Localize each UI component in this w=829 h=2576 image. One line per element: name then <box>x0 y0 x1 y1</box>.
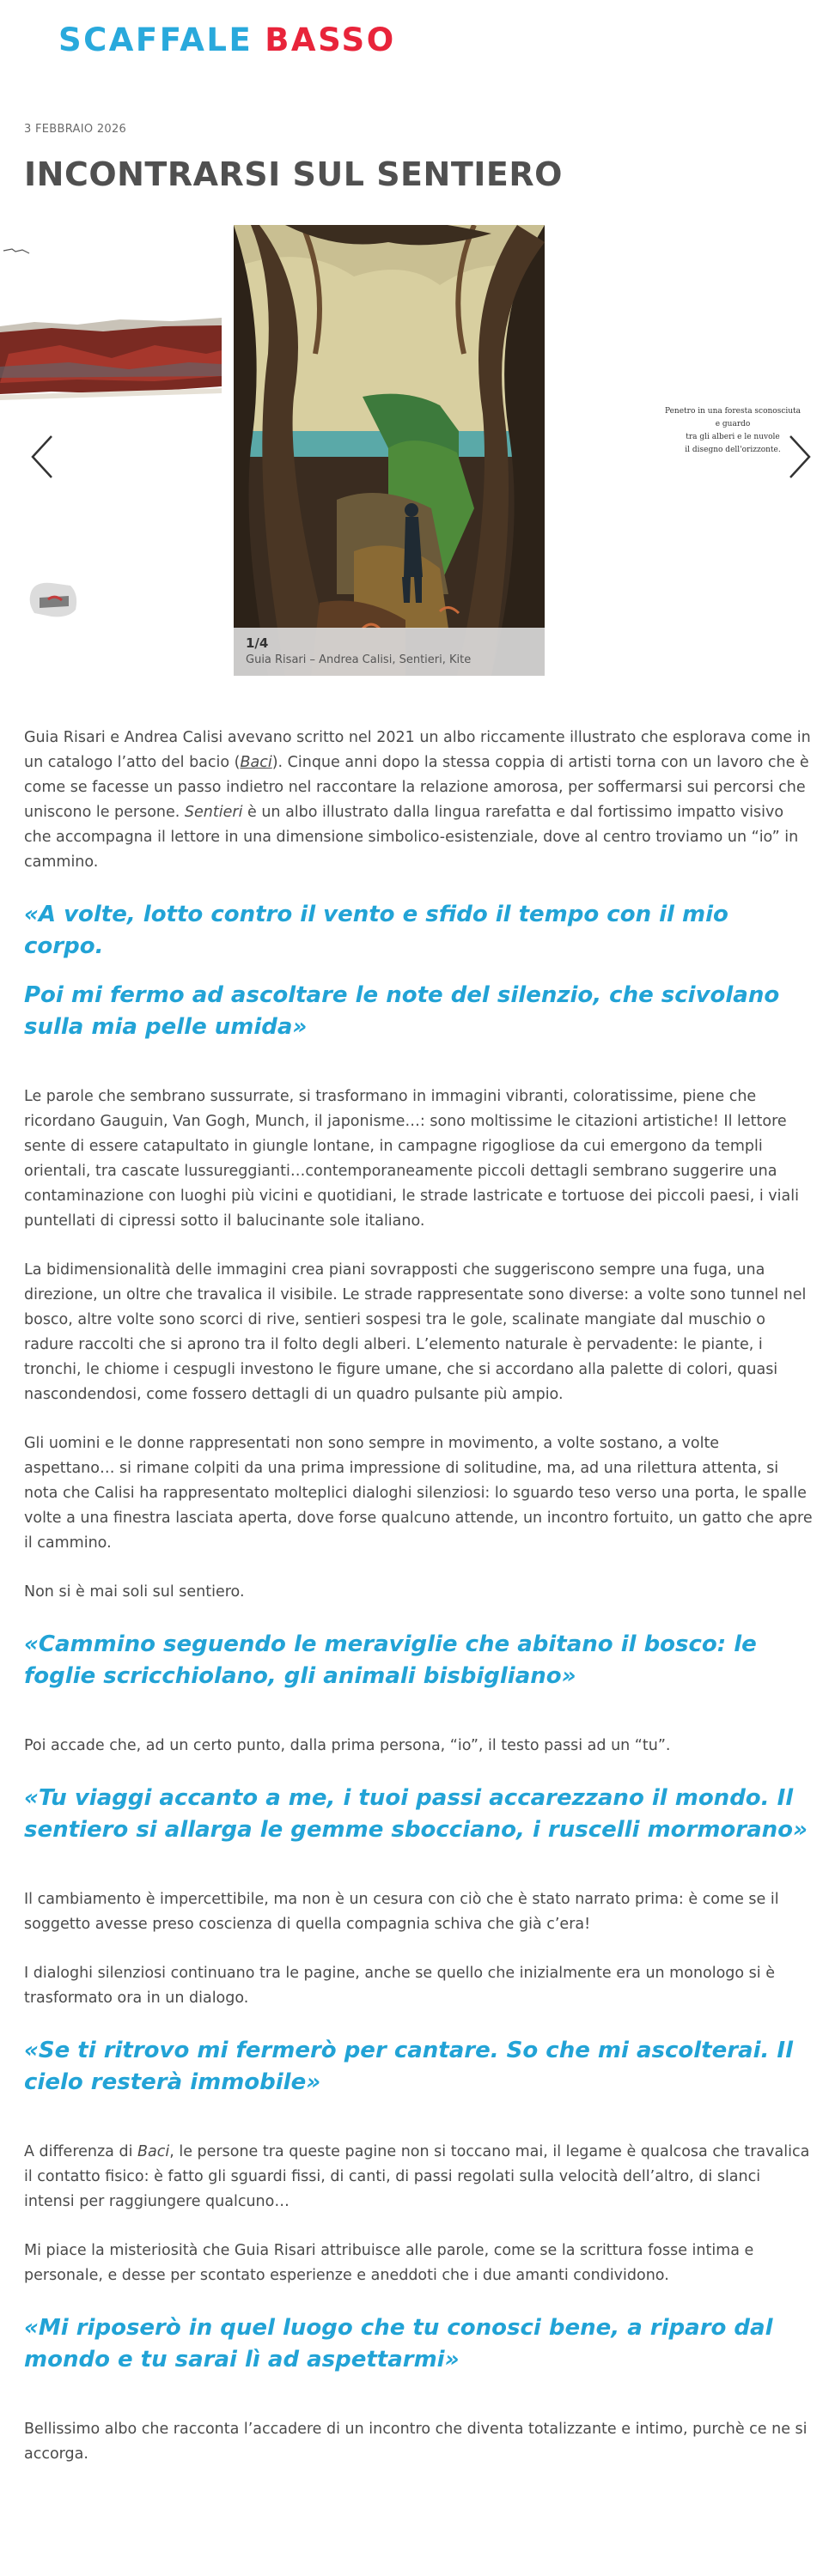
pull-quote: «Mi riposerò in quel luogo che tu conosci bene, a riparo dal mondo e tu sarai lì ad aspettarmi» <box>24 2315 773 2372</box>
post-date: 3 FEBBRAIO 2026 <box>24 123 127 136</box>
logo-word-basso: BASSO <box>265 21 396 58</box>
paragraph-text: , le persone tra queste pagine non si toccano mai, il legame è qualcosa che travalica il contatto fisico: è fatto gli sguardi fissi, di canti, di passi regolati sulla velocità dell’altro, di slanci intensi per raggiungere qualcuno… <box>24 2143 810 2210</box>
site-header <box>0 0 829 86</box>
paragraph: Gli uomini e le donne rappresentati non sono sempre in movimento, a volte sostano, a volte aspettano… si rimane colpiti da una prima impressione di solitudine, ma, ad una rilettura attenta, si nota che Calisi ha rappresentato molteplici dialoghi silenziosi: lo sguardo teso verso una porta, le spalle volte a una finestra lasciata aperta, dove forse qualcuno attende, un incontro fortuito, un gatto che apre il cammino. <box>24 1435 813 1552</box>
pull-quote: «Tu viaggi accanto a me, i tuoi passi accarezzano il mondo. Il sentiero si allarga le gemme sbocciano, i ruscelli mormorano» <box>24 1785 808 1843</box>
pull-quote: «Se ti ritrovo mi fermerò per cantare. So che mi ascolterai. Il cielo resterà immobile» <box>24 2038 794 2095</box>
post-title: INCONTRARSI SUL SENTIERO <box>24 155 563 193</box>
site-logo[interactable] <box>58 19 396 62</box>
baci-link[interactable]: Baci <box>240 754 272 771</box>
paragraph: Poi accade che, ad un certo punto, dalla prima persona, “io”, il testo passi ad un “tu”. <box>24 1737 671 1754</box>
slide-counter: 1/4 <box>246 635 269 651</box>
paragraph: Le parole che sembrano sussurrate, si trasformano in immagini vibranti, coloratissime, piene che ricordano Gauguin, Van Gogh, Munch, il japonisme…: sono moltissime le citazioni artistiche! Il lettore sente di essere catapultato in giungle lontane, in campagne rigogliose da cui emergono da templi orientali, tra cascate lussureggianti…contemporaneamente piccoli dettagli sembrano suggerire una contaminazione con luoghi più vicini e quotidiani, le strade lastricate e tortuose dei piccoli paesi, i viali puntellati di cipressi sotto il balucinante sole italiano. <box>24 1088 799 1230</box>
paragraph <box>24 2140 814 2215</box>
chevron-left-icon <box>26 431 60 483</box>
slide-caption: Guia Risari – Andrea Calisi, Sentieri, Kite <box>246 653 472 666</box>
book-title: Baci <box>137 2143 170 2160</box>
paragraph-text: Guia Risari e Andrea Calisi avevano scritto nel 2021 un albo riccamente illustrato che esplorava come in un catalogo l’atto del bacio ( <box>24 729 811 771</box>
book-illustration-image <box>234 225 545 676</box>
paragraph-text: è un albo illustrato dalla lingua rarefatta e dal fortissimo impatto visivo che accompagna il lettore in una dimensione simbolico-esistenziale, dove al centro troviamo un “io” in cammino. <box>24 804 799 871</box>
book-title: Sentieri <box>184 804 243 821</box>
poem-line: e guardo <box>715 420 751 428</box>
paragraph: La bidimensionalità delle immagini crea piani sovrapposti che suggeriscono sempre una fuga, una direzione, un oltre che travalica il visibile. Le strade rappresentate sono diverse: a volte sono tunnel nel bosco, altre volte sono scorci di rive, sentieri sospesi tra le gole, scalinate mangiate dal muschio o radure raccolti che si aprono tra il folto degli alberi. L’elemento naturale è pervadente: le piante, i tronchi, le chiome i cespugli investono le figure umane, che si accordano alla palette di colori, quasi nascondendosi, come fossero dettagli di un quadro pulsante più ampio. <box>24 1261 807 1403</box>
chevron-right-icon <box>782 431 816 483</box>
pull-quote: Poi mi fermo ad ascoltare le note del silenzio, che scivolano sulla mia pelle umida» <box>24 982 780 1040</box>
paragraph: I dialoghi silenziosi continuano tra le pagine, anche se quello che inizialmente era un monologo si è trasformato ora in un dialogo. <box>24 1965 775 2007</box>
paragraph: Bellissimo albo che racconta l’accadere di un incontro che diventa totalizzante e intimo, purchè ce ne si accorga. <box>24 2421 808 2463</box>
paragraph-text: A differenza di <box>24 2143 138 2160</box>
pull-quote: «Cammino seguendo le meraviglie che abitano il bosco: le foglie scricchiolano, gli animali bisbigliano» <box>24 1631 757 1689</box>
gallery-prev-button[interactable] <box>26 431 60 483</box>
paragraph: Mi piace la misteriosità che Guia Risari attribuisce alle parole, come se la scrittura fosse intima e personale, e desse per scontato esperienze e aneddoti che i due amanti condividono. <box>24 2242 754 2284</box>
paragraph: Non si è mai soli sul sentiero. <box>24 1583 245 1601</box>
gallery-next-button[interactable] <box>782 431 816 483</box>
paragraph: Il cambiamento è impercettibile, ma non è un cesura con ciò che è stato narrato prima: è come se il soggetto avesse preso coscienza di quella compagnia schiva che già c’era! <box>24 1891 779 1933</box>
paragraph <box>24 726 814 875</box>
poem-line: Penetro in una foresta sconosciuta <box>664 407 802 416</box>
poem-line: il disegno dell'orizzonte. <box>685 446 781 454</box>
article-body <box>24 726 814 2491</box>
paragraph-text: ). Cinque anni dopo la stessa coppia di artisti torna con un lavoro che è come se facesse un passo indietro nel raccontare la relazione amorosa, per soffermarsi sui percorsi che uniscono le persone. <box>24 754 809 821</box>
logo-word-scaffale: SCAFFALE <box>58 21 253 58</box>
gallery-slide-current[interactable] <box>234 225 545 676</box>
pull-quote: «A volte, lotto contro il vento e sfido il tempo con il mio corpo. <box>24 902 728 959</box>
gallery-caption <box>234 628 545 676</box>
poem-line: tra gli alberi e le nuvole <box>686 433 780 441</box>
image-gallery <box>0 225 829 676</box>
